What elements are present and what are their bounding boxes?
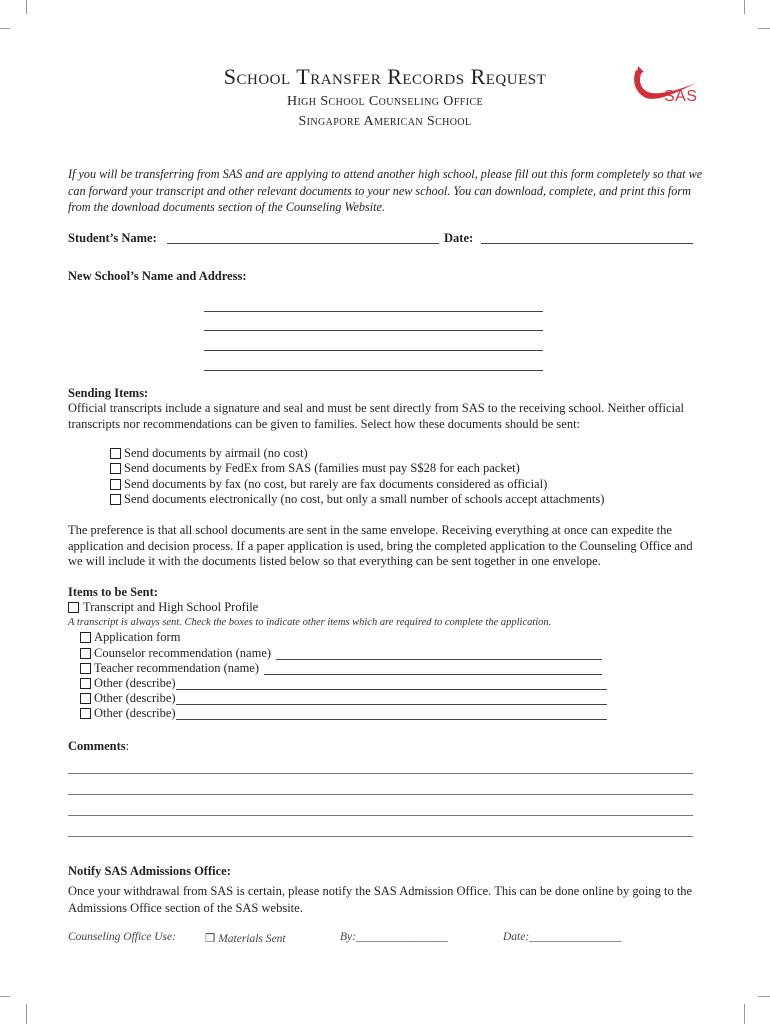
school-subtitle: Singapore American School — [298, 114, 472, 129]
crop-mark — [0, 28, 10, 29]
address-line[interactable] — [204, 311, 543, 312]
materials-sent[interactable] — [205, 931, 286, 945]
new-school-label: New School’s Name and Address: — [68, 269, 247, 283]
checkbox[interactable] — [110, 448, 121, 459]
checkbox[interactable] — [80, 632, 91, 643]
item-label: Transcript and High School Profile — [83, 600, 259, 614]
item-application-form[interactable] — [80, 630, 180, 645]
checkbox[interactable] — [80, 708, 91, 719]
item-counselor-rec[interactable] — [80, 646, 602, 661]
fill-line[interactable] — [264, 662, 602, 675]
fill-line[interactable] — [176, 707, 607, 720]
crop-mark — [26, 0, 27, 14]
option-label: Send documents electronically (no cost, but only a small number of schools accept attachments) — [124, 492, 605, 506]
checkbox[interactable] — [110, 494, 121, 505]
checkbox[interactable] — [80, 693, 91, 704]
sas-logo — [628, 62, 708, 110]
student-name-label: Student’s Name: — [68, 231, 157, 245]
fill-line[interactable] — [176, 692, 607, 705]
page-title: School Transfer Records Request — [223, 64, 547, 89]
comment-line[interactable] — [68, 773, 693, 774]
office-subtitle: High School Counseling Office — [286, 94, 484, 109]
materials-sent-label: Materials Sent — [218, 933, 286, 945]
option-label: Send documents by airmail (no cost) — [124, 446, 308, 460]
crop-mark — [744, 0, 745, 14]
item-other-3[interactable] — [80, 706, 607, 721]
crop-mark — [758, 996, 770, 997]
office-use-label: Counseling Office Use: — [68, 931, 176, 943]
address-line[interactable] — [204, 370, 543, 371]
send-option-electronic[interactable] — [110, 492, 604, 507]
fill-line[interactable] — [276, 647, 602, 660]
notify-heading: Notify SAS Admissions Office: — [68, 864, 231, 878]
address-line[interactable] — [204, 330, 543, 331]
notify-text: Once your withdrawal from SAS is certain, please notify the SAS Admission Office. This can be done online by going to the Admissions Office section of the SAS website. — [68, 884, 693, 915]
item-label: Application form — [94, 630, 181, 644]
footer-date-field[interactable]: Date:________________ — [503, 931, 622, 943]
intro-text: If you will be transferring from SAS and are applying to attend another high school, please fill out this form completely so that we can forward your transcript and other relevant documents to your new school. You can download, complete, and print this form from the download documents section of the Counseling Website. — [68, 167, 703, 214]
item-label: Teacher recommendation (name) — [94, 661, 260, 675]
checkbox[interactable] — [80, 663, 91, 674]
sending-items-text: Official transcripts include a signature and seal and must be sent directly from SAS to the receiving school. Neither official transcripts nor recommendations can be given to families. Select how these documents should be sent: — [68, 401, 685, 431]
items-note: A transcript is always sent. Check the boxes to indicate other items which are required to complete the application. — [68, 617, 552, 628]
send-option-airmail[interactable] — [110, 446, 308, 461]
crop-mark — [758, 28, 770, 29]
send-option-fax[interactable] — [110, 477, 547, 492]
fill-line[interactable] — [176, 677, 607, 690]
option-label: Send documents by fax (no cost, but rarely are fax documents considered as official) — [124, 477, 548, 491]
crop-mark — [0, 996, 10, 997]
item-other-2[interactable] — [80, 691, 607, 706]
checkbox[interactable] — [80, 648, 91, 659]
sas-logo-text: SAS — [664, 88, 698, 105]
by-field[interactable]: By:________________ — [340, 931, 448, 943]
items-heading: Items to be Sent: — [68, 585, 158, 599]
date-field[interactable] — [481, 243, 693, 244]
checkbox[interactable] — [110, 479, 121, 490]
crop-mark — [744, 1004, 745, 1024]
preference-text: The preference is that all school documents are sent in the same envelope. Receiving everything at once can expedite the application and decision process. If a paper application is used, bring the completed application to the Counseling Office and we will include it with the documents listed below so that everything can be sent together in one envelope. — [68, 523, 693, 568]
crop-mark — [26, 1004, 27, 1024]
comment-line[interactable] — [68, 836, 693, 837]
comments-label — [68, 739, 129, 754]
item-label: Other (describe) — [94, 691, 176, 705]
comment-line[interactable] — [68, 794, 693, 795]
item-other-1[interactable] — [80, 676, 607, 691]
item-transcript[interactable] — [68, 600, 258, 615]
checkbox[interactable] — [68, 602, 79, 613]
address-line[interactable] — [204, 350, 543, 351]
item-label: Other (describe) — [94, 706, 176, 720]
student-name-field[interactable] — [167, 243, 439, 244]
item-label: Other (describe) — [94, 676, 176, 690]
comments-label-text: Comments — [68, 739, 126, 753]
item-teacher-rec[interactable] — [80, 661, 602, 676]
checkbox[interactable] — [110, 463, 121, 474]
sending-items-heading: Sending Items: — [68, 386, 149, 400]
comment-line[interactable] — [68, 815, 693, 816]
send-option-fedex[interactable] — [110, 461, 520, 476]
date-label: Date: — [444, 231, 474, 245]
item-label: Counselor recommendation (name) — [94, 646, 272, 660]
checkbox-icon[interactable]: ❒ — [205, 933, 216, 945]
checkbox[interactable] — [80, 678, 91, 689]
comments-colon: : — [125, 739, 130, 753]
option-label: Send documents by FedEx from SAS (families must pay S$28 for each packet) — [124, 461, 520, 475]
